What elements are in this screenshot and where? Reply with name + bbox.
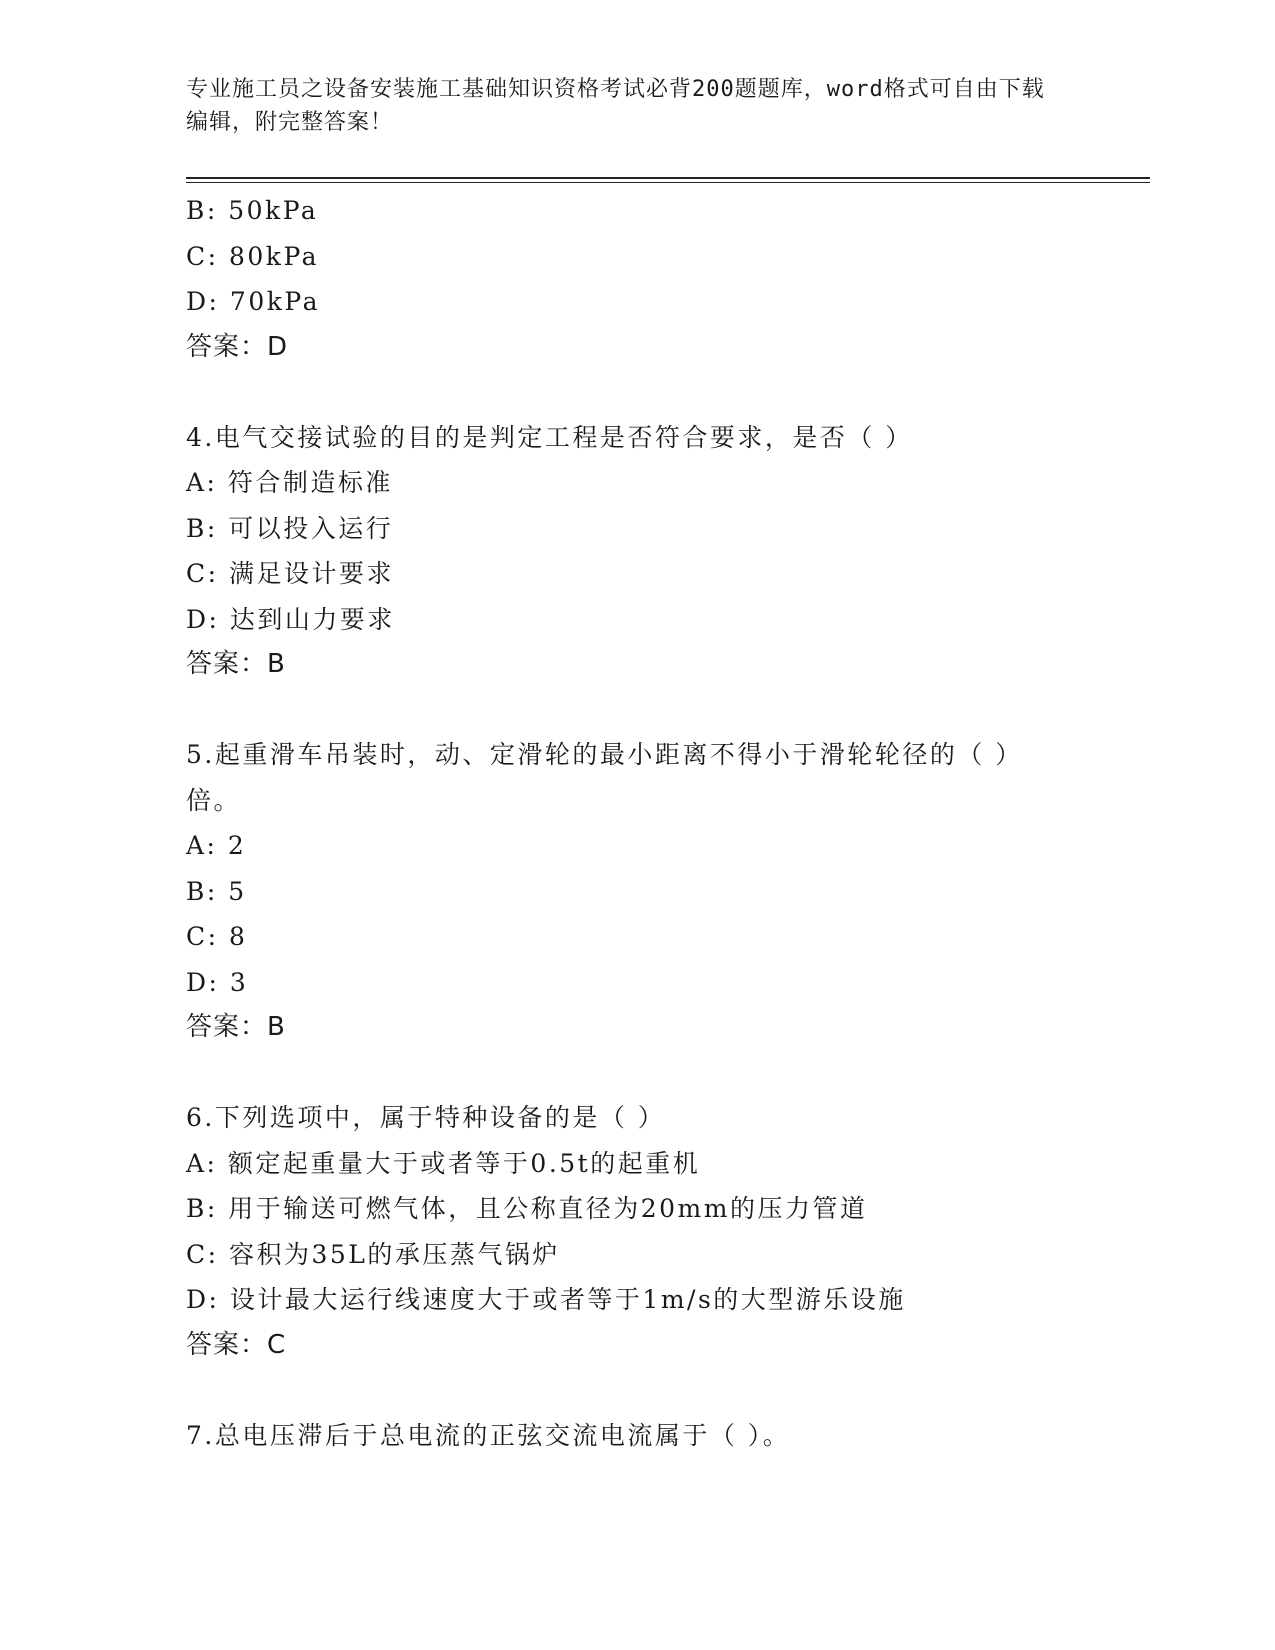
option-d: D: 3	[186, 967, 249, 997]
question-text: 6.下列选项中，属于特种设备的是（ ）	[186, 1103, 666, 1132]
option-d: D: 设计最大运行线速度大于或者等于1m/s的大型游乐设施	[186, 1285, 906, 1314]
option-c: C: 容积为35L的承压蒸气锅炉	[186, 1239, 560, 1269]
option-b: B: 用于输送可燃气体，且公称直径为20mm的压力管道	[186, 1194, 868, 1223]
option-a: A: 符合制造标准	[186, 468, 393, 497]
option-d: D: 达到山力要求	[186, 604, 395, 634]
question-7	[186, 1413, 1086, 1459]
question-text: 5.起重滑车吊装时，动、定滑轮的最小距离不得小于滑轮轮径的（ ）倍。	[186, 740, 1023, 815]
option-c: C: 满足设计要求	[186, 559, 394, 588]
answer: 答案：B	[186, 649, 286, 679]
question-3-continued	[186, 188, 1086, 370]
option-b: B: 5	[186, 876, 247, 906]
option-a: A: 额定起重量大于或者等于0.5t的起重机	[186, 1148, 701, 1178]
answer: 答案：B	[186, 1012, 286, 1042]
question-5	[186, 732, 1086, 1050]
option-b: B: 50kPa	[186, 196, 319, 225]
question-list	[186, 188, 1086, 1458]
header-rule-bottom	[186, 182, 1150, 183]
option-c: C: 80kPa	[186, 241, 320, 271]
answer: 答案：D	[186, 331, 289, 362]
question-4	[186, 415, 1086, 688]
question-text: 7.总电压滞后于总电流的正弦交流电流属于（ ）。	[186, 1420, 791, 1450]
header-rule-top	[186, 177, 1150, 179]
option-d: D: 70kPa	[186, 287, 320, 316]
option-b: B: 可以投入运行	[186, 513, 394, 543]
answer: 答案：C	[186, 1329, 287, 1360]
option-c: C: 8	[186, 922, 248, 951]
option-a: A: 2	[186, 831, 247, 860]
question-6	[186, 1095, 1086, 1368]
document-header: 专业施工员之设备安装施工基础知识资格考试必背200题题库，word格式可自由下载编辑，附完整答案！	[186, 77, 1045, 135]
question-text: 4.电气交接试验的目的是判定工程是否符合要求，是否（ ）	[186, 422, 913, 452]
